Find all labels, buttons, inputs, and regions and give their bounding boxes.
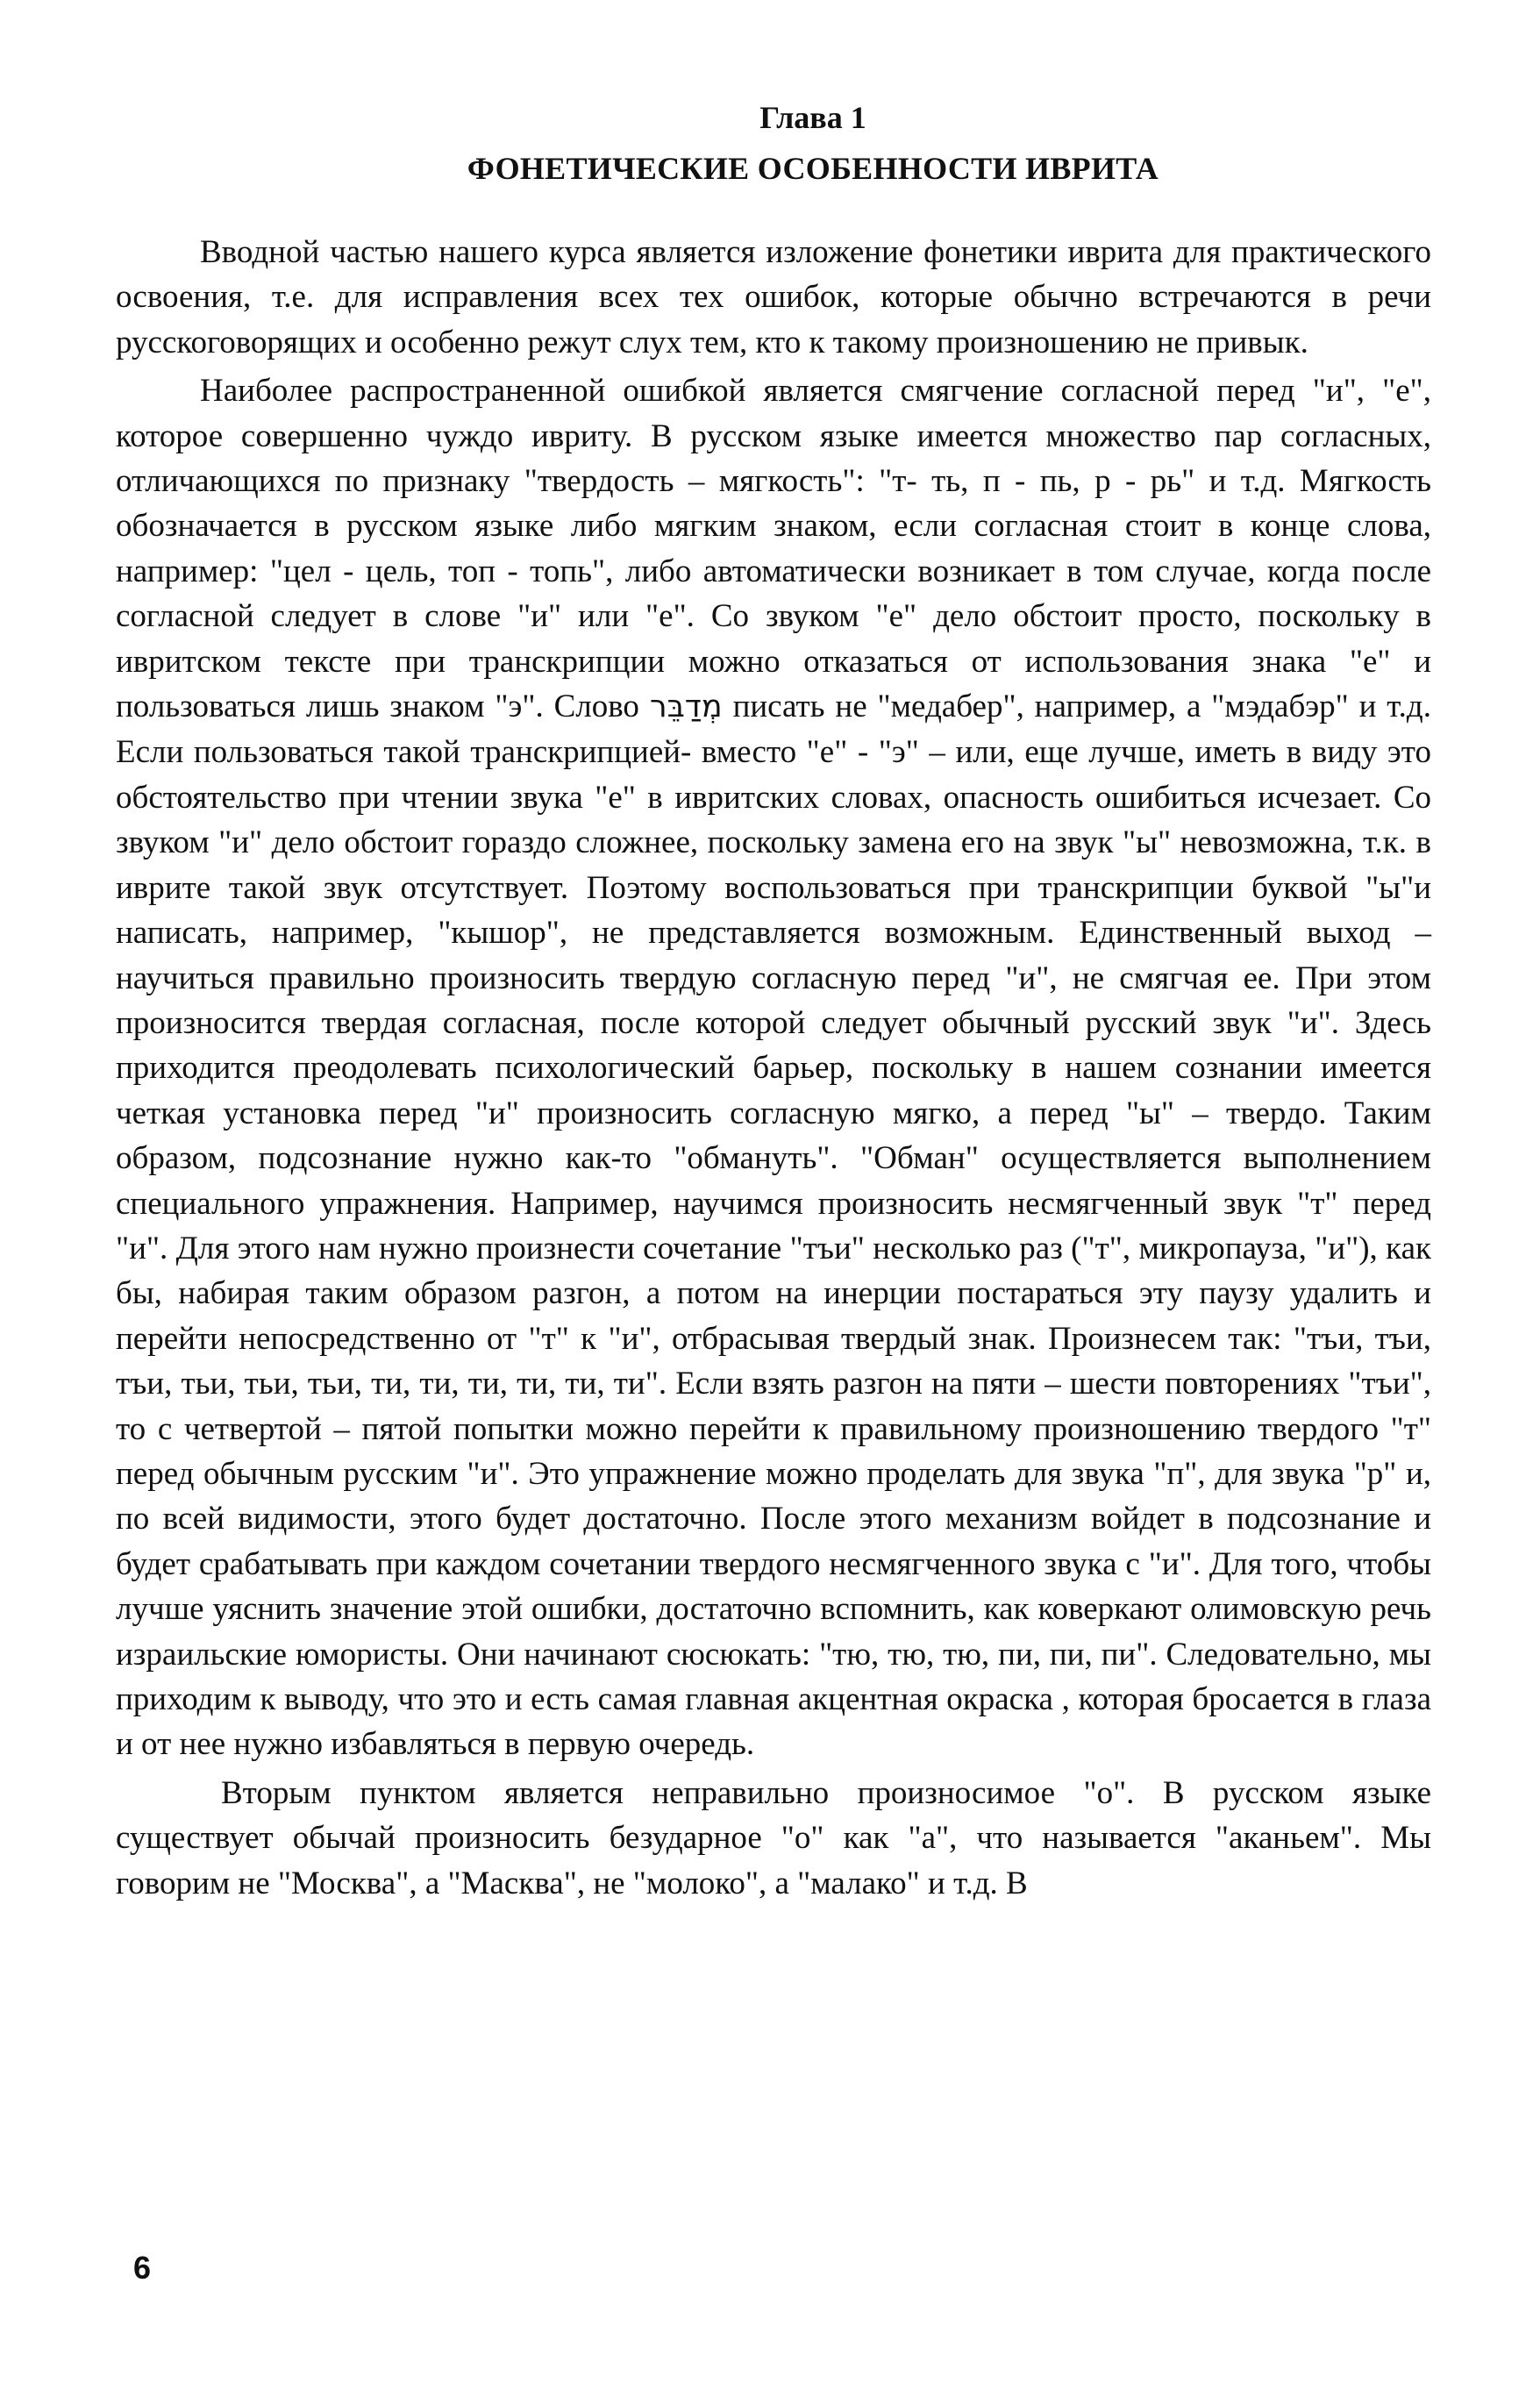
paragraph-softening-part1: Наиболее распространенной ошибкой является смягчение согласной перед "и", "е", которое совершенно чуждо ивриту. В русском языке имеется множество пар согласных, отличающихся по признаку "твердость – мягкость": "т- ть, п - пь, р - рь" и т.д. Мягкость обозначается в русском языке либо мягким знаком, если согласная стоит в конце слова, например: "цел - цель, топ - топь", либо автоматически возникает в том случае, когда после согласной следует в слове "и" или "е". Со звуком "е" дело обстоит просто, поскольку в ивритском тексте при транскрипции можно отказаться от использования знака "е" и пользоваться лишь знаком "э". Слово	[116, 373, 1431, 725]
chapter-label: Глава 1	[759, 100, 866, 135]
chapter-title: ФОНЕТИЧЕСКИЕ ОСОБЕННОСТИ ИВРИТА	[467, 151, 1159, 186]
paragraph-softening-error	[116, 368, 1431, 1767]
body-text	[116, 230, 1431, 1906]
paragraph-softening-part2: писать не "медабер", например, а "мэдабэр" и т.д. Если пользоваться такой транскрипцией- вместо "е" - "э" – или, еще лучше, иметь в виду это обстоятельство при чтении звука "е" в ивритских словах, опасность ошибиться исчезает. Со звуком "и" дело обстоит гораздо сложнее, поскольку замена его на звук "ы" невозможна, т.к. в иврите такой звук отсутствует. Поэтому воспользоваться при транскрипции буквой "ы"и написать, например, "кышор", не представляется возможным. Единственный выход – научиться правильно произносить твердую согласную перед "и", не смягчая ее. При этом произносится твердая согласная, после которой следует обычный русский звук "и". Здесь приходится преодолевать психологический барьер, поскольку в нашем сознании имеется четкая установка перед "и" произносить согласную мягко, а перед "ы" – твердо. Таким образом, подсознание нужно как-то "обмануть". "Обман" осуществляется выполнением специального упражнения. Например, научимся произносить несмягченный звук "т" перед "и". Для этого нам нужно произнести сочетание "тъи" несколько раз ("т", микропауза, "и"), как бы, набирая таким образом разгон, а потом на инерции постараться эту паузу удалить и перейти непосредственно от "т" к "и", отбрасывая твердый знак. Произнесем так: "тъи, тъи, тъи, тьи, тьи, тьи, ти, ти, ти, ти, ти, ти". Если взять разгон на пяти – шести повторениях "тъи", то с четвертой – пятой попытки можно перейти к правильному произношению твердого "т" перед обычным русским "и". Это упражнение можно проделать для звука "п", для звука "р" и, по всей видимости, этого будет достаточно. После этого механизм войдет в подсознание и будет срабатывать при каждом сочетании твердого несмягченного звука с "и". Для того, чтобы лучше уяснить значение этой ошибки, достаточно вспомнить, как коверкают олимовскую речь израильские юмористы. Они начинают сюсюкать: "тю, тю, тю, пи, пи, пи". Следовательно, мы приходим к выводу, что это и есть самая главная акцентная окраска , которая бросается в глаза и от нее нужно избавляться в первую очередь.	[116, 688, 1432, 1763]
page-content	[116, 98, 1431, 1909]
hebrew-word-medaber: מְדַבֵּר	[649, 689, 723, 725]
paragraph-intro: Вводной частью нашего курса является изложение фонетики иврита для практического освоения, т.е. для исправления всех тех ошибок, которые обычно встречаются в речи русскоговорящих и особенно режут слух тем, кто к такому произношению не привык.	[116, 234, 1431, 360]
paragraph-akanye: Вторым пунктом является неправильно произносимое "о". В русском языке существует обычай произносить безударное "о" как "а", что называется "аканьем". Мы говорим не "Москва", а "Масква", не "молоко", а "малако" и т.д. В	[116, 1774, 1431, 1901]
page-number: 6	[133, 2250, 152, 2286]
